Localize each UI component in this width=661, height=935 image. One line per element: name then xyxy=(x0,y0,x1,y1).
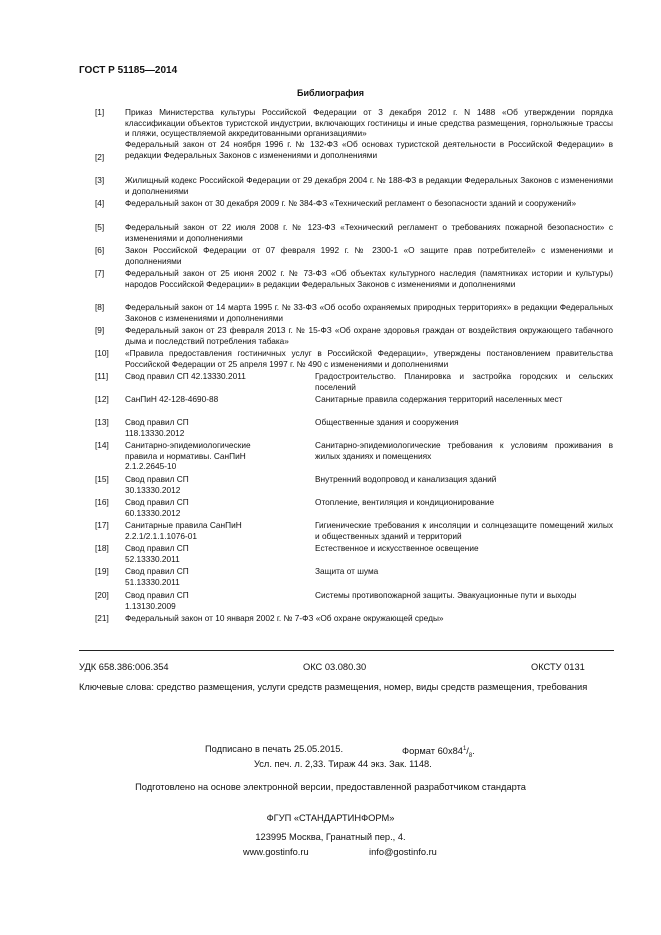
bib-entry-number: [17] xyxy=(95,520,109,530)
bib-entry-title: Внутренний водопровод и канализация зданий xyxy=(315,474,497,484)
bib-entry-title: Гигиенические требования к инсоляции и солнцезащите помещений жилых и общественных зданий и территорий xyxy=(315,520,613,541)
bib-entry-number: [4] xyxy=(95,198,105,208)
bib-entry-number: [13] xyxy=(95,417,109,427)
bib-entry-source: Свод правил СП 60.13330.2012 xyxy=(125,497,189,518)
bib-entry-text: Закон Российской Федерации от 07 февраля 1992 г. № 2300-1 «О защите прав потребителей» с изменениями и дополнениями xyxy=(125,245,613,266)
keywords: Ключевые слова: средство размещения, услуги средств размещения, номер, виды средств размещения, требования xyxy=(79,682,588,692)
bib-entry-title: Отопление, вентиляция и кондиционирование xyxy=(315,497,495,507)
email-link[interactable]: info@gostinfo.ru xyxy=(369,847,437,857)
signed-date: Подписано в печать 25.05.2015. xyxy=(205,744,344,754)
bib-entry-number: [3] xyxy=(95,175,105,185)
okstu-code: ОКСТУ 0131 xyxy=(531,662,585,672)
bib-entry-title: Санитарные правила содержания территорий населенных мест xyxy=(315,394,563,404)
bib-entry-number: [5] xyxy=(95,222,105,232)
bib-entry-source: Свод правил СП 52.13330.2011 xyxy=(125,543,189,564)
bib-entry-number: [14] xyxy=(95,440,109,450)
prepared-note: Подготовлено на основе электронной версии, предоставленной разработчиком стандарта xyxy=(135,782,526,792)
bib-entry-title: Санитарно-эпидемиологические требования к условиям проживания в жилых зданиях и помещениях xyxy=(315,440,613,461)
bib-entry-text: Федеральный закон от 23 февраля 2013 г. № 15-ФЗ «Об охране здоровья граждан от воздействия окружающего табачного дыма и последствий потребления табака» xyxy=(125,325,613,346)
bib-entry-number: [8] xyxy=(95,302,105,312)
divider xyxy=(79,650,614,651)
bib-entry-title: Градостроительство. Планировка и застройка городских и сельских поселений xyxy=(315,371,613,392)
bib-entry-number: [2] xyxy=(95,152,105,162)
bib-entry-number: [9] xyxy=(95,325,105,335)
bib-entry-title: Защита от шума xyxy=(315,566,379,576)
bib-entry-text: «Правила предоставления гостиничных услуг в Российской Федерации», утверждены постановлением правительства Российской Федерации от 25 апреля 1997 г. № 490 с изменениями и дополнениями xyxy=(125,348,613,369)
bib-entry-number: [11] xyxy=(95,371,109,381)
bib-entry-text: Федеральный закон от 22 июля 2008 г. № 123-ФЗ «Технический регламент о требованиях пожарной безопасности» с изменениями и дополнениями xyxy=(125,222,613,243)
bib-entry-title: Естественное и искусственное освещение xyxy=(315,543,479,553)
bib-entry-number: [6] xyxy=(95,245,105,255)
bib-entry-text: Федеральный закон от 25 июня 2002 г. № 73-ФЗ «Об объектах культурного наследия (памятниках истории и культуры) народов Российской Федерации» в редакции Федеральных Законов с изменениями и дополнениями xyxy=(125,268,613,289)
bib-entry-text: Федеральный закон от 14 марта 1995 г. № 33-ФЗ «Об особо охраняемых природных территориях» в редакции Федеральных Законов с изменениями и дополнениями xyxy=(125,302,613,323)
bibliography-title: Библиография xyxy=(297,88,364,98)
bib-entry-number: [16] xyxy=(95,497,109,507)
bib-entry-source: Санитарно-эпидемиологические правила и нормативы. СанПиН 2.1.2.2645-10 xyxy=(125,440,251,472)
bib-entry-number: [18] xyxy=(95,543,109,553)
bib-entry-text: Федеральный закон от 10 января 2002 г. № 7-ФЗ «Об охране окружающей среды» xyxy=(125,613,444,623)
print-sheets: Усл. печ. л. 2,33. Тираж 44 экз. Зак. 1148. xyxy=(254,759,432,769)
standard-number: ГОСТ Р 51185—2014 xyxy=(79,65,178,76)
bib-entry-source: Свод правил СП 30.13330.2012 xyxy=(125,474,189,495)
bib-entry-source: Свод правил СП 42.13330.2011 xyxy=(125,371,246,381)
bib-entry-source: СанПиН 42-128-4690-88 xyxy=(125,394,219,404)
bib-entry-source: Свод правил СП 51.13330.2011 xyxy=(125,566,189,587)
bib-entry-number: [12] xyxy=(95,394,109,404)
bib-entry-source: Санитарные правила СанПиН 2.2.1/2.1.1.1076-01 xyxy=(125,520,242,541)
bib-entry-source: Свод правил СП 118.13330.2012 xyxy=(125,417,189,438)
bib-entry-number: [7] xyxy=(95,268,105,278)
bib-entry-number: [15] xyxy=(95,474,109,484)
bib-entry-title: Системы противопожарной защиты. Эвакуационные пути и выходы xyxy=(315,590,577,600)
website-link[interactable]: www.gostinfo.ru xyxy=(243,847,309,857)
bib-entry-text: Жилищный кодекс Российской Федерации от 29 декабря 2004 г. № 188-ФЗ в редакции Федеральных Законов с изменениями и дополнениями xyxy=(125,175,613,196)
bib-entry-text: Федеральный закон от 24 ноября 1996 г. № 132-ФЗ «Об основах туристской деятельности в Российской Федерации» в редакции Федеральных Законов с изменениями и дополнениями xyxy=(125,139,613,160)
bib-entry-number: [20] xyxy=(95,590,109,600)
bib-entry-number: [19] xyxy=(95,566,109,576)
udk-code: УДК 658.386:006.354 xyxy=(79,662,169,672)
bib-entry-title: Общественные здания и сооружения xyxy=(315,417,459,427)
publisher: ФГУП «СТАНДАРТИНФОРМ» xyxy=(266,813,395,823)
bib-entry-text: Федеральный закон от 30 декабря 2009 г. № 384-ФЗ «Технический регламент о безопасности зданий и сооружений» xyxy=(125,198,577,208)
bib-entry-source: Свод правил СП 1.13130.2009 xyxy=(125,590,189,611)
oks-code: ОКС 03.080.30 xyxy=(303,662,367,672)
bib-entry-number: [1] xyxy=(95,107,105,117)
bib-entry-number: [21] xyxy=(95,613,109,623)
bib-entry-text: Приказ Министерства культуры Российской Федерации от 3 декабря 2012 г. N 1488 «Об утверждении порядка классификации объектов туристской индустрии, включающих гостиницы и иные средства размещения, горнолыжные трассы и пляжи, осуществляемой аккредитованными организациями» xyxy=(125,107,613,139)
paper-format: Формат $60x84^1/_8$. xyxy=(402,746,475,759)
address: 123995 Москва, Гранатный пер., 4. xyxy=(255,832,406,842)
bib-entry-number: [10] xyxy=(95,348,109,358)
